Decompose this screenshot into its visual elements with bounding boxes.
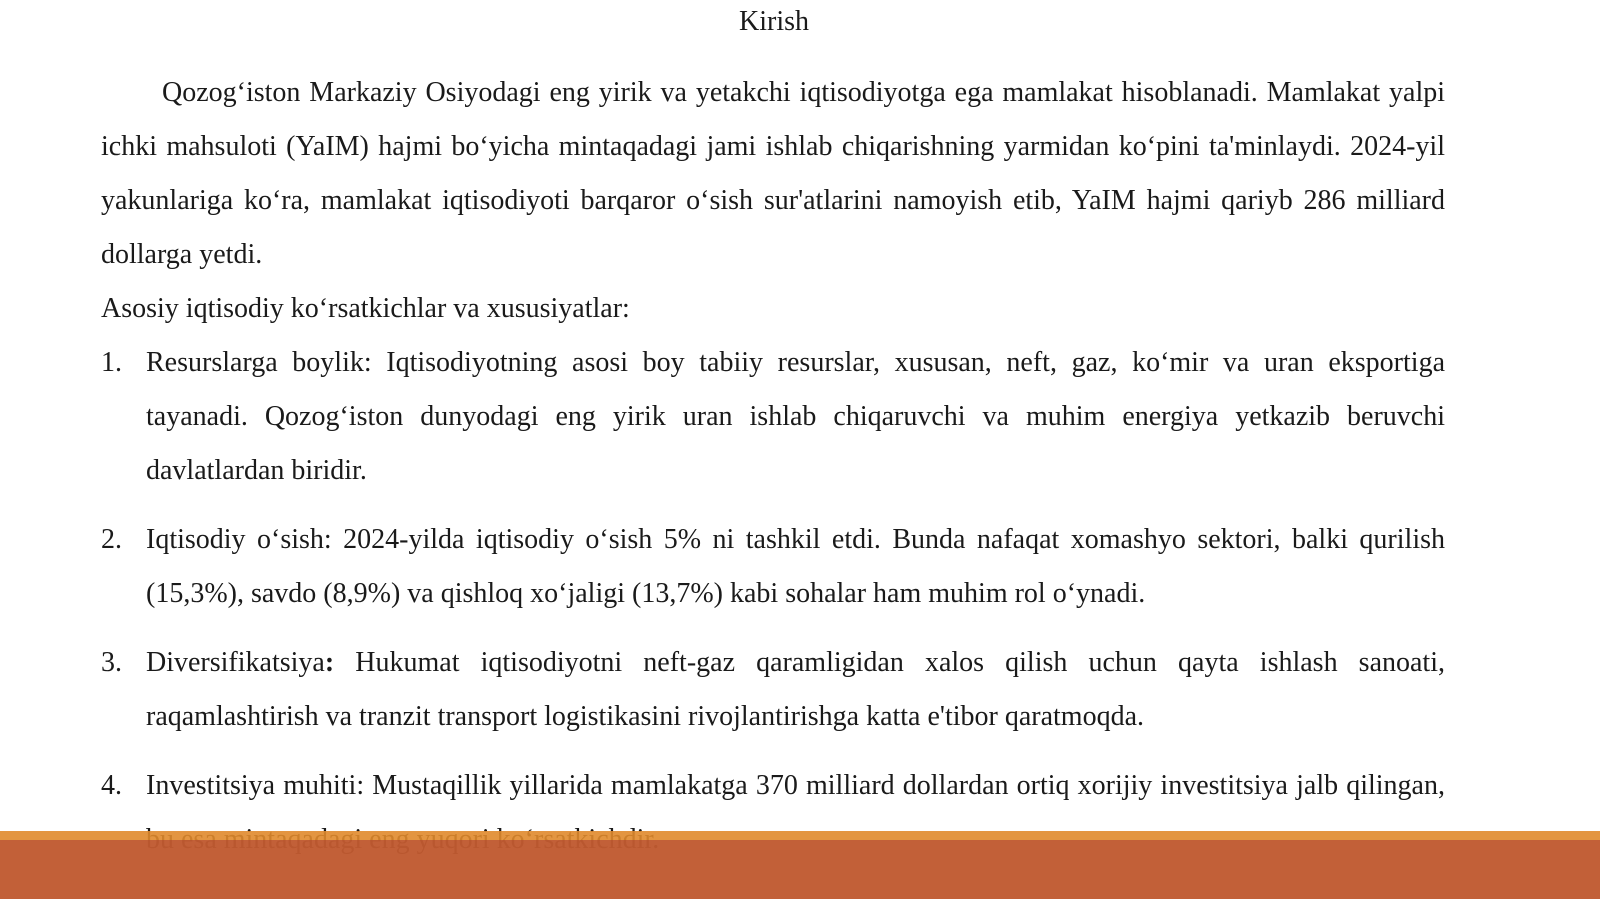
list-item-number: 2. <box>101 524 122 555</box>
list-item-number: 3. <box>101 647 122 678</box>
list-heading: Asosiy iqtisodiy ko‘rsatkichlar va xususiyatlar: <box>101 293 630 324</box>
list-item-term: Diversifikatsiya <box>146 647 325 678</box>
list-item-number: 1. <box>101 347 122 378</box>
list-item-term-colon: : <box>324 647 335 678</box>
intro-paragraph: Qozog‘iston Markaziy Osiyodagi eng yirik va yetakchi iqtisodiyotga ega mamlakat hisoblanadi. Mamlakat yalpi ichki mahsuloti (YaIM) hajmi bo‘yicha mintaqadagi jami ishlab chiqarishning yarmidan ko‘pini ta'minlaydi. 2024-yil yakunlariga ko‘ra, mamlakat iqtisodiyoti barqaror o‘sish sur'atlarini namoyish etib, YaIM hajmi qariyb 286 milliard dollarga yetdi. <box>101 77 1445 270</box>
list-item <box>101 513 1445 621</box>
list-item-text: Resurslarga boylik: Iqtisodiyotning asosi boy tabiiy resurslar, xususan, neft, gaz, ko‘mir va uran eksportiga tayanadi. Qozog‘iston dunyodagi eng yirik uran ishlab chiqaruvchi va muhim energiya yetkazib beruvchi davlatlardan biridir. <box>146 347 1445 486</box>
list-item-text: Hukumat iqtisodiyotni neft-gaz qaramligidan xalos qilish uchun qayta ishlash sanoati, raqamlashtirish va tranzit transport logistikasini rivojlantirishga katta e'tibor qaratmoqda. <box>146 647 1445 732</box>
list-item-number: 4. <box>101 770 122 801</box>
footer-accent-stripe <box>0 831 1600 840</box>
slide-title: Kirish <box>739 6 809 37</box>
list-item-text: Iqtisodiy o‘sish: 2024-yilda iqtisodiy o‘sish 5% ni tashkil etdi. Bunda nafaqat xomashyo sektori, balki qurilish (15,3%), savdo (8,9%) va qishloq xo‘jaligi (13,7%) kabi sohalar ham muhim rol o‘ynadi. <box>146 524 1445 609</box>
indicator-list <box>101 336 1445 867</box>
slide-body <box>101 66 1445 882</box>
list-item <box>101 636 1445 744</box>
list-item <box>101 336 1445 498</box>
footer-band <box>0 840 1600 899</box>
list-item-text: Investitsiya muhiti: Mustaqillik yillarida mamlakatga 370 milliard dollardan ortiq xorijiy investitsiya jalb qilingan, <box>146 770 1445 801</box>
